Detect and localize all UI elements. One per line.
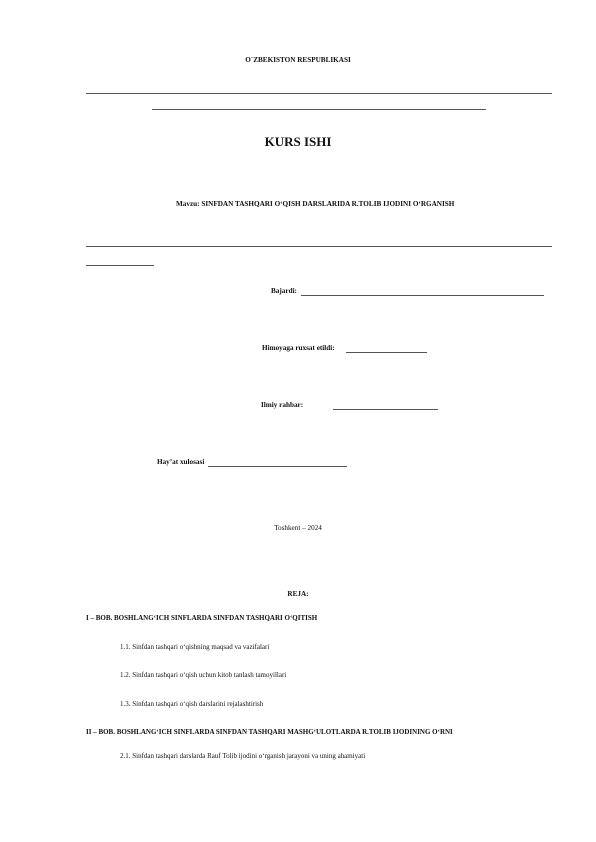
hayat-label: Hay’at xulosasi [157,458,205,466]
rahbar-label: Ilmiy rahbar: [261,401,304,409]
topic-text: SINFDAN TASHQARI O‘QISH DARSLARIDA R.TOLIB IJODINI O‘RGANISH [201,200,455,208]
country-header: O`ZBEKISTON RESPUBLIKASI [245,56,351,64]
plan-heading: REJA: [287,590,309,598]
bajardi-line [301,295,544,296]
himoya-line [346,352,427,353]
header-rule-2 [152,109,486,110]
plan-item: 1.2. Sinfdan tashqari o‘qish uchun kitob tanlash tamoyillari [120,671,287,679]
bajardi-label: Bajardi: [271,287,297,295]
topic-rule-1 [86,246,552,247]
rahbar-line [333,409,438,410]
topic-rule-2 [86,265,154,266]
header-rule-1 [86,93,552,94]
place-year: Toshkent – 2024 [274,524,322,532]
plan-item: 2.1. Sinfdan tashqari darslarda Rauf Tolib ijodini o‘rganish jarayoni va uning ahamiyati [120,752,366,760]
plan-item: 1.1. Sinfdan tashqari o‘qishning maqsad va vazifalari [120,643,270,651]
plan-item: 1.3. Sinfdan tashqari o‘qish darslarini rejalashtirish [120,700,264,708]
chapter-2-title: II – BOB. BOSHLANG‘ICH SINFLARDA SINFDAN TASHQARI MASHG‘ULOTLARDA R.TOLIB IJODINING O‘RNI [86,728,453,736]
chapter-1-title: I – BOB. BOSHLANG‘ICH SINFLARDA SINFDAN TASHQARI O‘QITISH [86,614,318,622]
himoya-label: Himoyaga ruxsat etildi: [262,344,335,352]
topic-label: Mavzu: [176,200,200,208]
page-title: KURS ISHI [264,134,332,149]
topic-line [176,200,454,208]
hayat-line [208,466,347,467]
